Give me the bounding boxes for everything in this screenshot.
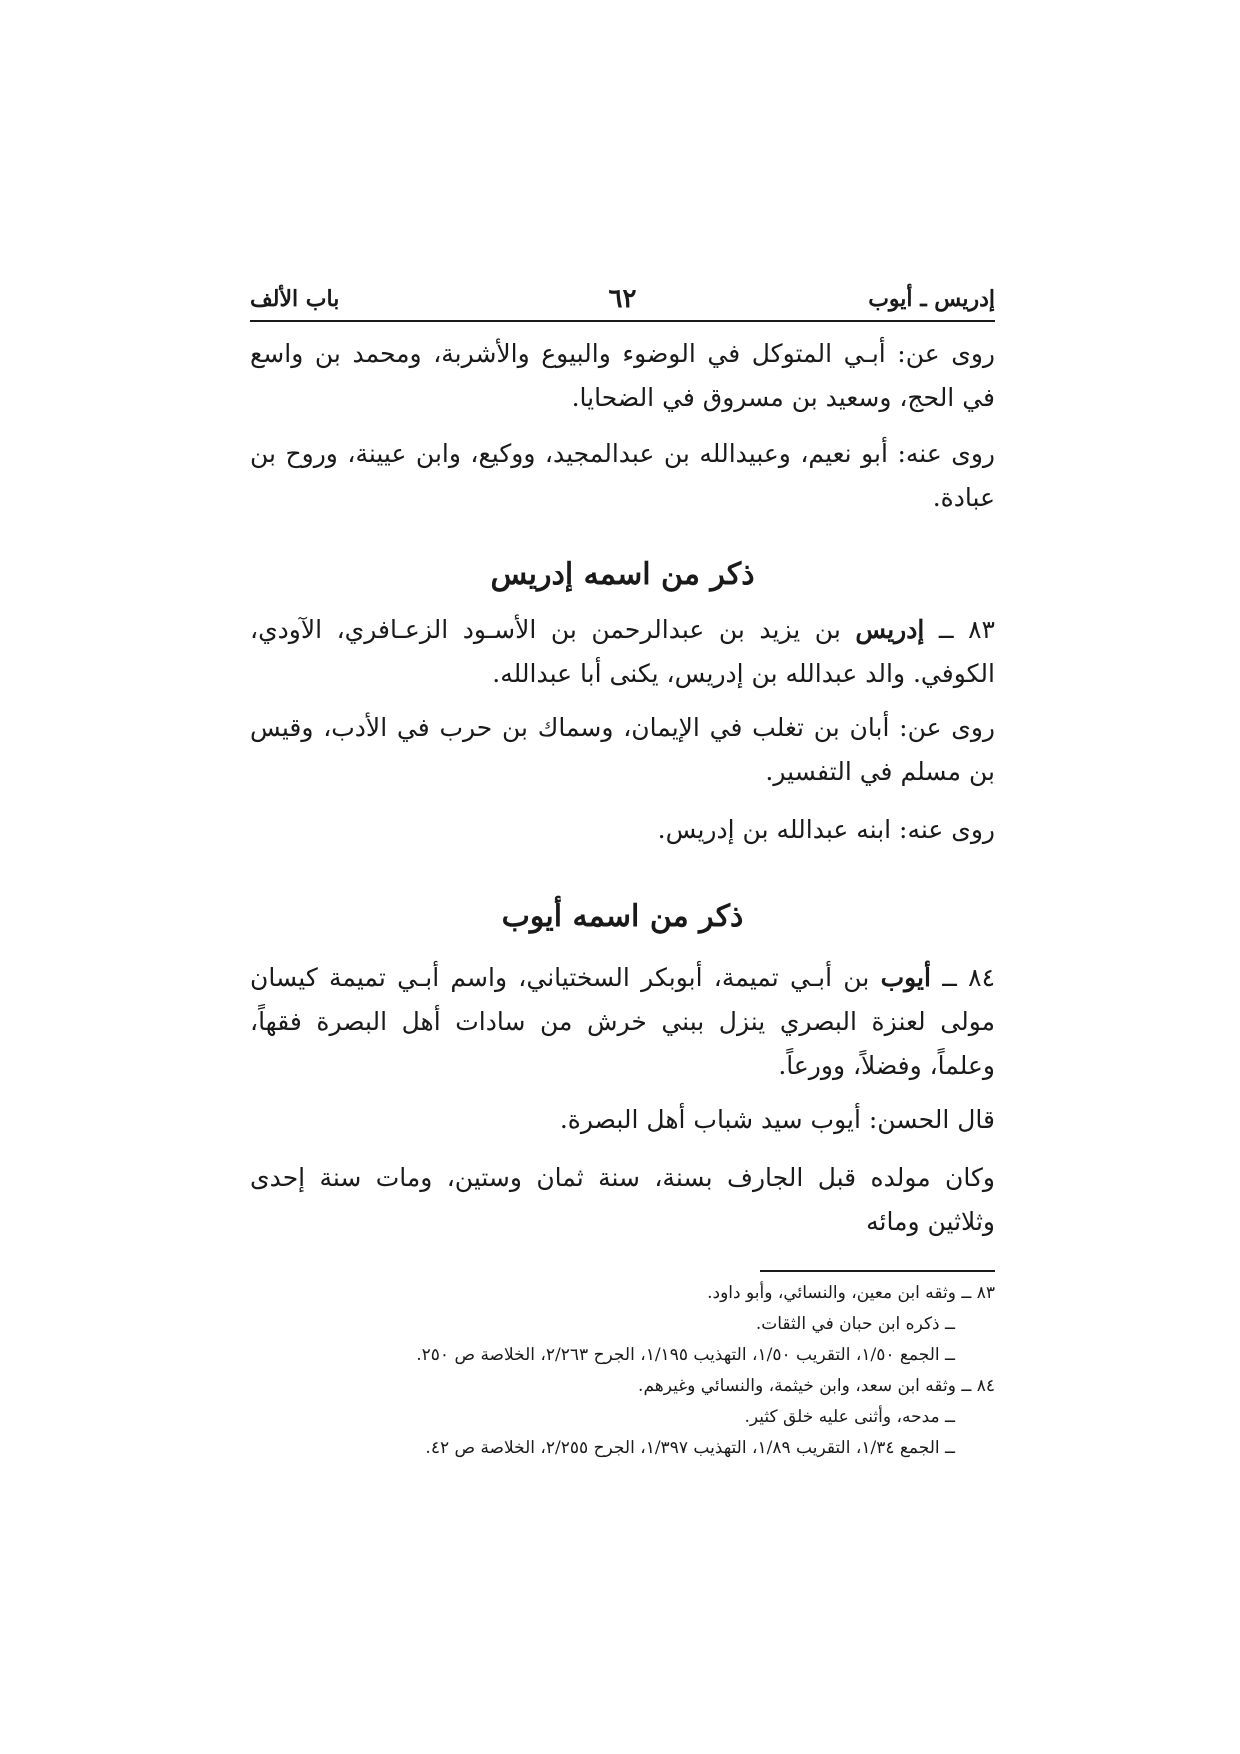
paragraph-narrated-from: روى عن: أبـي المتوكل في الوضوء والبيوع والأشربة، ومحمد بن واسع في الحج، وسعيد بن مسروق في الضحايا. bbox=[250, 339, 995, 412]
running-header bbox=[250, 280, 995, 322]
page-number: ٦٢ bbox=[608, 284, 637, 314]
entry-84 bbox=[250, 956, 995, 1088]
paragraph-narrated-by: روى عنه: أبو نعيم، وعبيدالله بن عبدالمجيد، ووكيع، وابن عيينة، وروح بن عبادة. bbox=[250, 439, 995, 512]
header-chapter-title: باب الألف bbox=[250, 286, 340, 312]
entry-text: بن يزيد بن عبدالرحمن بن الأسـود الزعـافري، الآودي، الكوفي. والد عبدالله بن إدريس، يكنى أبا عبدالله. bbox=[250, 615, 995, 688]
entry-name: إدريس bbox=[855, 615, 925, 644]
footnotes bbox=[250, 1278, 995, 1464]
footnote-84: ٨٤ ــ وثقه ابن سعد، وابن خيثمة، والنسائي وغيرهم. bbox=[638, 1376, 995, 1396]
book-page bbox=[250, 280, 995, 1464]
paragraph-birth-death: وكان مولده قبل الجارف بسنة، سنة ثمان وستين، ومات سنة إحدى وثلاثين ومائه bbox=[250, 1163, 995, 1236]
header-section-title: إدريس ـ أيوب bbox=[868, 286, 995, 312]
entry-name: أيوب bbox=[880, 963, 931, 992]
footnote-line: ــ مدحه، وأثنى عليه خلق كثير. bbox=[744, 1407, 955, 1427]
footnote-line: ــ الجمع ١/٣٤، التقريب ١/٨٩، التهذيب ١/٣٩٧، الجرح ٢/٢٥٥، الخلاصة ص ٤٢. bbox=[425, 1438, 955, 1458]
footnote-separator bbox=[760, 1270, 995, 1272]
entry-83 bbox=[250, 608, 995, 696]
entry-text: بن أبـي تميمة، أبوبكر السختياني، واسم أبـي تميمة كيسان مولى لعنزة البصري ينزل ببني خرش من سادات أهل البصرة فقهاً، وعلماً، وفضلاً، وورعاً. bbox=[250, 963, 995, 1080]
paragraph-quote: قال الحسن: أيوب سيد شباب أهل البصرة. bbox=[559, 1105, 995, 1134]
main-text bbox=[250, 332, 995, 1244]
paragraph-narrated-from: روى عن: أبان بن تغلب في الإيمان، وسماك بن حرب في الأدب، وقيس بن مسلم في التفسير. bbox=[250, 713, 995, 786]
section-heading-idris: ذكر من اسمه إدريس bbox=[490, 557, 755, 592]
footnote-83: ٨٣ ــ وثقه ابن معين، والنسائي، وأبو داود. bbox=[707, 1283, 995, 1303]
paragraph-narrated-by: روى عنه: ابنه عبدالله بن إدريس. bbox=[657, 815, 995, 844]
footnote-line: ــ الجمع ١/٥٠، التقريب ١/٥٠، التهذيب ١/١٩٥، الجرح ٢/٢٦٣، الخلاصة ص ٢٥٠. bbox=[416, 1345, 955, 1365]
entry-number: ٨٤ ــ bbox=[942, 963, 995, 992]
entry-number: ٨٣ ــ bbox=[938, 615, 995, 644]
section-heading-ayyub: ذكر من اسمه أيوب bbox=[501, 899, 744, 934]
footnote-line: ــ ذكره ابن حبان في الثقات. bbox=[755, 1314, 955, 1334]
